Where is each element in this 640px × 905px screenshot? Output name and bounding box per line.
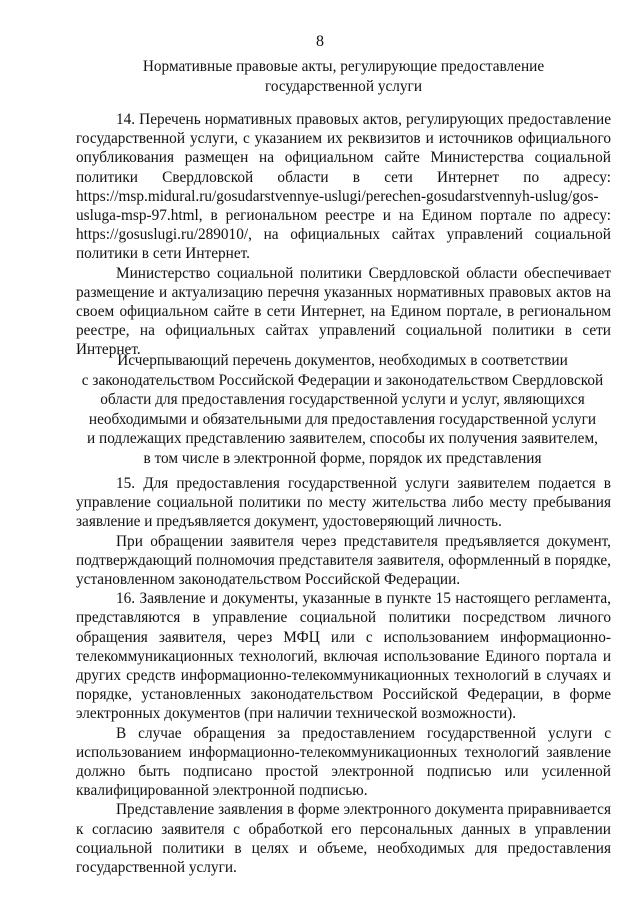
heading-line: в том числе в электронной форме, порядок их представления	[143, 449, 542, 467]
documents-heading	[70, 351, 615, 468]
heading-line: области для предоставления государственной услуги и услуг, являющихся	[100, 391, 585, 408]
paragraph-15: 15. Для предоставления государственной услуги заявителем подается в управление социальной политики по месту жительства либо месту пребывания заявление и предъявляется документ, удостоверяющий личность.	[76, 475, 611, 531]
heading-line: Исчерпывающий перечень документов, необходимых в соответствии	[117, 352, 568, 369]
paragraph-representative: При обращении заявителя через представителя предъявляется документ, подтверждающий полномочия представителя заявителя, оформленный в порядке, установленном законодательством Российской Федерации.	[76, 532, 611, 589]
section-title-line: Нормативные правовые акты, регулирующие предоставление	[142, 58, 545, 75]
paragraph-14: 14. Перечень нормативных правовых актов, регулирующих предоставление государственной услуги, с указанием их реквизитов и источников официального опубликования размещен на официальном сайте Министерства социальной политики Свердловской области в сети Интернет по адресу: https://msp.midural.ru/gosudarstvennye-uslugi/perechen-gosudarstvennyh-uslug/gos-usluga-msp-97.html, в региональном реестре и на Едином портале по адресу: https://gosuslugi.ru/289010/, на официальных сайтах управлений социальной политики в сети Интернет.	[76, 111, 611, 263]
paragraph-ministry: Министерство социальной политики Свердловской области обеспечивает размещение и актуализацию перечня указанных нормативных правовых актов на своем официальном сайте в сети Интернет, на Едином портале, в региональном реестре, на официальных сайтах управлений социальной политики в сети Интернет.	[76, 264, 611, 359]
paragraph-group	[76, 110, 611, 360]
paragraph-electronic-signature: В случае обращения за предоставлением государственной услуги с использованием информационно-телекоммуникационных технологий заявление должно быть подписано простой электронной подписью или усиленной квалифицированной электронной подписью.	[76, 724, 611, 800]
paragraph-16: 16. Заявление и документы, указанные в пункте 15 настоящего регламента, представляются в управление социальной политики посредством личного обращения заявителя, через МФЦ или с использованием информационно-телекоммуникационных технологий, включая использование Единого портала и других средств информационно-телекоммуникационных технологий в случаях и порядке, установленных законодательством Российской Федерации, в форме электронных документов (при наличии технической возможности).	[76, 590, 611, 723]
heading-line: необходимыми и обязательными для предоставления государственной услуги	[88, 410, 597, 428]
paragraph-group	[76, 474, 611, 877]
paragraph-personal-data: Представление заявления в форме электронного документа приравнивается к согласию заявителя с обработкой его персональных данных в управлении социальной политики в целях и объеме, необходимых для предоставления государственной услуги.	[76, 801, 611, 877]
section-title-line: государственной услуги	[264, 77, 423, 95]
heading-line: и подлежащих представлению заявителем, способы их получения заявителем,	[87, 430, 598, 447]
heading-line: с законодательством Российской Федерации и законодательством Свердловской	[81, 371, 604, 389]
section-title	[76, 57, 611, 96]
page-number: 8	[316, 33, 324, 50]
